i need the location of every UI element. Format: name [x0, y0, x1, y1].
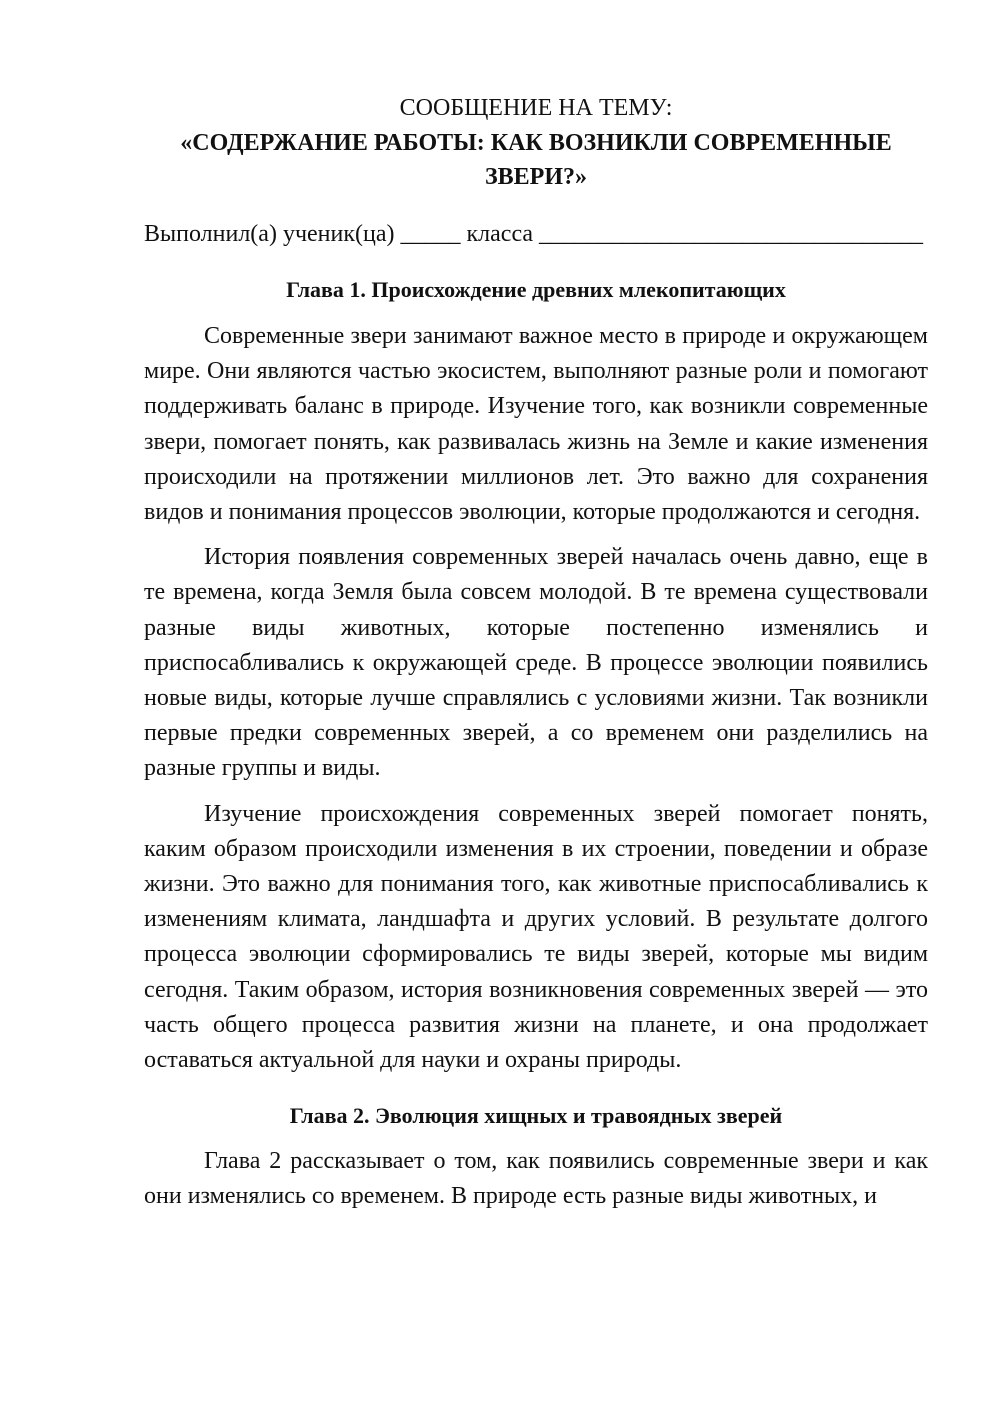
chapter-2-heading: Глава 2. Эволюция хищных и травоядных зверей [289, 1103, 783, 1129]
chapter-1-paragraph-2: История появления современных зверей началась очень давно, еще в те времена, когда Земля была совсем молодой. В те времена существовали разные виды животных, которые постепенно изменялись и приспосабливались к окружающей среде. В процессе эволюции появились новые виды, которые лучше справлялись с условиями жизни. Так возникли первые предки современных зверей, а со временем они разделились на разные группы и виды. [144, 544, 928, 782]
class-label: класса [466, 221, 534, 247]
name-blank: ________________________________ [539, 221, 924, 247]
document-page [144, 90, 928, 1225]
class-blank: _____ [400, 221, 461, 247]
document-title: «СОДЕРЖАНИЕ РАБОТЫ: КАК ВОЗНИКЛИ СОВРЕМЕННЫЕ ЗВЕРИ?» [180, 130, 892, 190]
chapter-1-paragraph-1: Современные звери занимают важное место в природе и окружающем мире. Они являются частью экосистем, выполняют разные роли и помогают поддерживать баланс в природе. Изучение того, как возникли современные звери, помогает понять, как развивалась жизнь на Земле и какие изменения происходили на протяжении миллионов лет. Это важно для сохранения видов и понимания процессов эволюции, которые продолжаются и сегодня. [144, 323, 928, 526]
chapter-1-paragraph-3: Изучение происхождения современных зверей помогает понять, каким образом происходили изменения в их строении, поведении и образе жизни. Это важно для понимания того, как животные приспосабливались к изменениям климата, ландшафта и других условий. В результате долгого процесса эволюции сформировались те виды зверей, которые мы видим сегодня. Таким образом, история возникновения современных зверей — это часть общего процесса развития жизни на планете, и она продолжает оставаться актуальной для науки и охраны природы. [144, 800, 928, 1074]
chapter-1-heading: Глава 1. Происхождение древних млекопитающих [286, 277, 786, 302]
document-subtitle: СООБЩЕНИЕ НА ТЕМУ: [399, 95, 673, 121]
student-label: Выполнил(а) ученик(ца) [144, 221, 395, 247]
signature-line [144, 217, 928, 251]
chapter-2-paragraph-1: Глава 2 рассказывает о том, как появились современные звери и как они изменялись со временем. В природе есть разные виды животных, и [144, 1148, 928, 1210]
